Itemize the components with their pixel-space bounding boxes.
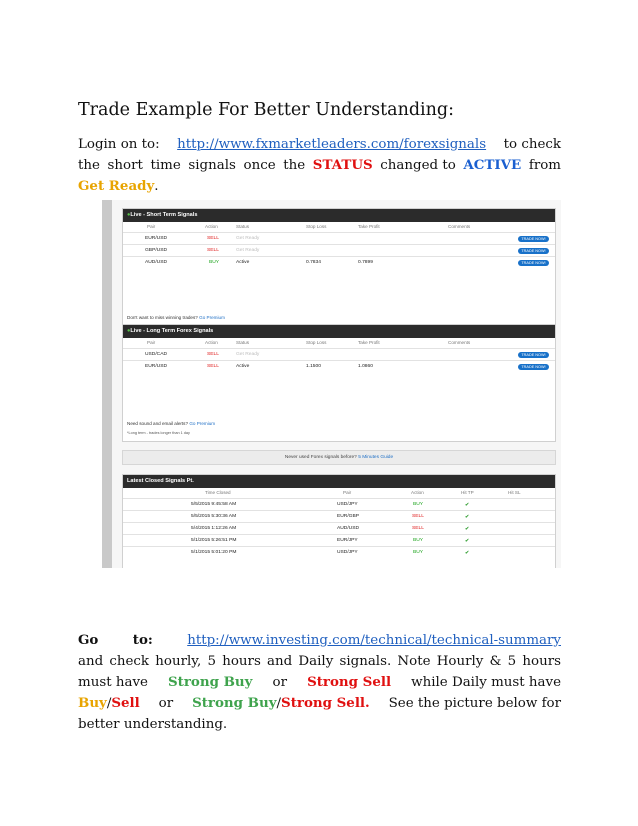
word: short [107,158,143,173]
stop-loss: 1.1500 [306,364,321,369]
active-keyword: ACTIVE [463,157,522,173]
status: Get Ready [236,248,260,253]
col-status: Status [236,224,250,229]
col-action: Action [205,340,218,345]
status-keyword: STATUS [312,157,373,173]
take-profit: 0.7899 [358,260,373,265]
trade-now-button[interactable]: TRADE NOW! [518,364,549,370]
col-comments: Comments [448,224,471,229]
table-row [123,256,555,268]
action: BUY [413,550,424,555]
strong-buy-keyword-2: Strong Buy [192,695,277,711]
status: Get Ready [236,352,260,357]
long-term-signals-panel [122,324,556,442]
closed-signals-panel [122,474,556,568]
short-term-signals-panel [122,208,556,326]
col-pair: Pair [147,224,156,229]
para1-line2 [78,155,561,176]
to-check-text: to check [503,137,561,152]
action: BUY [413,538,424,543]
pair: EUR/USD [145,236,168,241]
word: the [283,158,306,173]
action: BUY [209,260,220,265]
table-row [123,360,555,372]
pair: EUR/USD [145,364,168,369]
word: signals [188,158,236,173]
signals-screenshot [102,200,561,568]
instruction-paragraph-2 [78,630,561,735]
table-row [123,498,555,510]
or-text: or [272,675,287,690]
action: BUY [413,502,424,507]
check-icon: ✔ [465,503,470,508]
check-icon: ✔ [465,551,470,556]
trade-now-button[interactable]: TRADE NOW! [518,248,549,254]
page-heading: Trade Example For Better Understanding: [78,100,455,120]
table-row [123,534,555,546]
long-term-footnote: *Long term - trades longer than 1 day [127,431,190,435]
table-row [123,348,555,360]
short-term-column-headers [123,222,555,232]
word: once [243,158,276,173]
time-closed: 5/1/2015 5:01:20 PM [191,550,237,555]
trade-now-button[interactable]: TRADE NOW! [518,352,549,358]
fxmarketleaders-link[interactable]: http://www.fxmarketleaders.com/forexsignals [177,137,487,152]
see-picture-text: See the picture below for [388,696,561,711]
from-text: from [528,158,561,173]
trade-now-button[interactable]: TRADE NOW! [518,260,549,266]
time-closed: 5/5/2015 5:30:36 AM [191,514,237,519]
take-profit: 1.0860 [358,364,373,369]
pair: AUD/USD [337,526,360,531]
slash: / [276,696,282,711]
sell-keyword: Sell [111,695,140,711]
para1-line3 [78,176,561,197]
table-row [123,522,555,534]
table-row [123,510,555,522]
changed-to-text: changed to [380,158,456,173]
para2-line3 [78,672,561,693]
short-term-title: ●Live - Short Term Signals [123,209,555,222]
action: SELL [207,248,219,253]
pair: USD/JPY [337,550,358,555]
col-action: Action [411,490,424,495]
stop-loss: 0.7834 [306,260,321,265]
strong-sell-keyword-2: Strong Sell. [281,695,370,711]
five-minutes-guide-link[interactable]: 5 Minutes Guide [358,455,394,460]
get-ready-keyword: Get Ready [78,178,155,194]
col-pair: Pair [343,490,352,495]
must-have-text: must have [78,675,148,690]
pair: USD/JPY [337,502,358,507]
col-status: Status [236,340,250,345]
col-stop-loss: Stop Loss [306,224,327,229]
action: SELL [207,352,219,357]
action: SELL [412,514,424,519]
instruction-paragraph-1 [78,134,561,197]
pair: EUR/GBP [337,514,360,519]
screenshot-left-bar [102,200,112,568]
para2-line1 [78,630,561,651]
pair: GBP/USD [145,248,168,253]
period: . [154,179,159,194]
login-prefix: Login on to: [78,137,160,152]
para2-line4 [78,693,561,714]
while-daily-text: while Daily must have [411,675,561,690]
action: SELL [207,236,219,241]
col-time-closed: Time Closed [205,490,231,495]
table-row [123,244,555,256]
para2-line5: better understanding. [78,717,228,732]
pair: AUD/USD [145,260,168,265]
investing-link[interactable]: http://www.investing.com/technical/technical-summary [187,633,561,648]
time-closed: 5/1/2015 5:26:51 PM [191,538,237,543]
check-icon: ✔ [465,515,470,520]
col-action: Action [205,224,218,229]
to-text: to: [132,632,153,648]
para1-line1 [78,134,561,155]
long-term-column-headers [123,338,555,348]
status: Get Ready [236,236,260,241]
pair: USD/CAD [145,352,168,357]
buy-keyword: Buy [78,695,107,711]
status: Active [236,364,250,369]
strong-buy-keyword: Strong Buy [168,674,253,690]
word: time [150,158,181,173]
status: Active [236,260,250,265]
col-pair: Pair [147,340,156,345]
go-premium-link[interactable]: Go Premium [189,421,216,426]
trade-now-button[interactable]: TRADE NOW! [518,236,549,242]
long-term-title: ●Live - Long Term Forex Signals [123,325,555,338]
long-term-note: Need sound and email alerts? Go Premium [127,421,216,426]
col-hit-sl: Hit SL [508,490,521,495]
word: the [78,158,100,173]
closed-signals-title: Latest Closed Signals Pt. [123,475,555,488]
strong-sell-keyword: Strong Sell [307,674,392,690]
para2-line2: and check hourly, 5 hours and Daily signals. Note Hourly & 5 hours [78,654,561,669]
or-text: or [158,696,174,711]
guide-bar: Never used Forex signals before? 5 Minutes Guide [122,450,556,465]
time-closed: 5/4/2015 1:12:26 AM [191,526,237,531]
closed-column-headers [123,488,555,498]
col-stop-loss: Stop Loss [306,340,327,345]
table-row [123,546,555,558]
col-hit-tp: Hit TP [461,490,474,495]
action: SELL [207,364,219,369]
col-take-profit: Take Profit [358,340,380,345]
time-closed: 5/5/2015 9:45:58 AM [191,502,237,507]
col-comments: Comments [448,340,471,345]
check-icon: ✔ [465,527,470,532]
slash: / [106,696,112,711]
action: SELL [412,526,424,531]
go-text: Go [78,632,99,648]
col-take-profit: Take Profit [358,224,380,229]
check-icon: ✔ [465,539,470,544]
table-row [123,232,555,244]
short-term-note: Don't want to miss winning trades? Go Premium [127,315,225,320]
pair: EUR/JPY [337,538,358,543]
go-premium-link[interactable]: Go Premium [199,315,225,320]
